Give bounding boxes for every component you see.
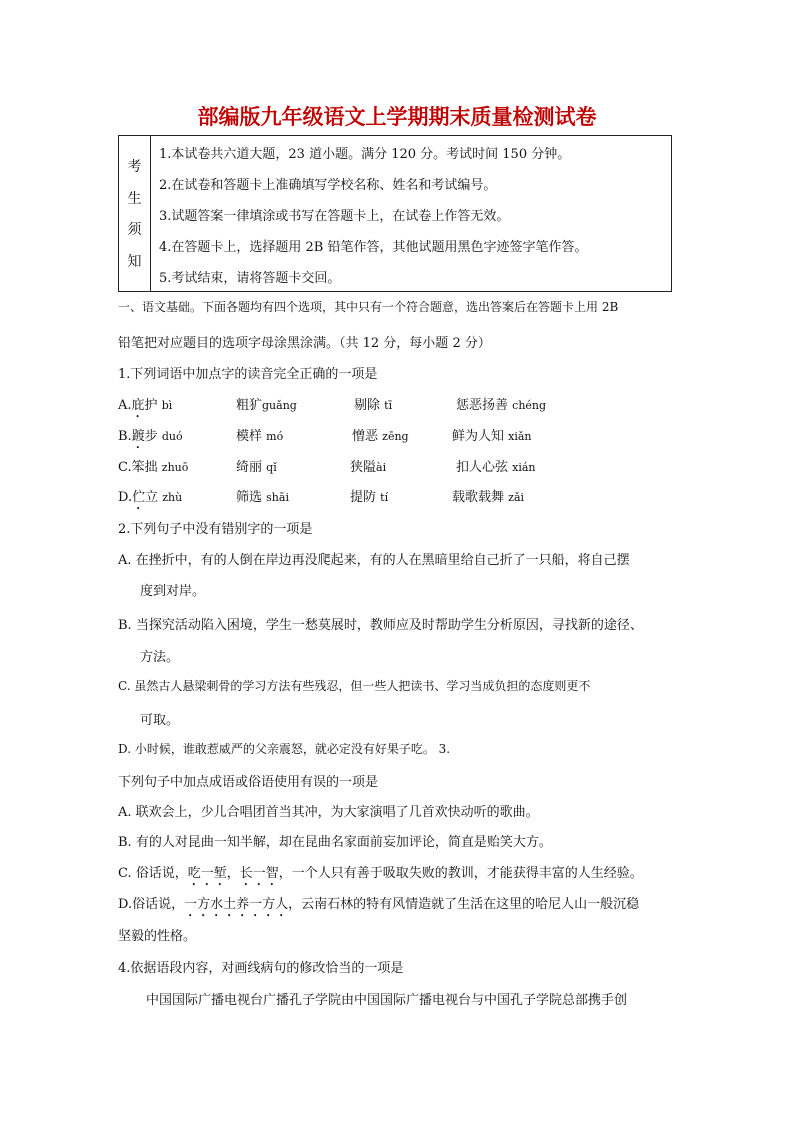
question-2-option-c-line1: C. 虽然古人悬梁刺骨的学习方法有些残忍，但一些人把读书、学习当成负担的态度则更不 bbox=[118, 679, 591, 693]
question-2-option-c-line2: 可取。 bbox=[140, 713, 180, 728]
question-2-option-a-line2: 度到对岸。 bbox=[140, 584, 206, 599]
question-2-option-a-line1: A. 在挫折中，有的人倒在岸边再没爬起来，有的人在黑暗里给自己折了一只船，将自己摆 bbox=[118, 553, 630, 568]
option-d-word-4: 载歌载舞 zǎi bbox=[452, 490, 525, 505]
question-3-option-a: A. 联欢会上，少儿合唱团首当其冲，为大家演唱了几首欢快动听的歌曲。 bbox=[118, 805, 539, 820]
notice-heading-char: 考 bbox=[127, 158, 142, 175]
option-c-word-2: 绮丽 qǐ bbox=[236, 460, 277, 475]
question-4-stem: 4.依据语段内容，对画线病句的修改恰当的一项是 bbox=[118, 961, 404, 976]
section1-instruction-line2: 铅笔把对应题目的选项字母涂黑涂满。（共 12 分，每小题 2 分） bbox=[118, 336, 491, 351]
section1-instruction-line1: 一、语文基础。下面各题均有四个选项，其中只有一个符合题意，选出答案后在答题卡上用 2B bbox=[118, 300, 619, 314]
question-2-option-b-line2: 方法。 bbox=[140, 650, 180, 665]
notice-heading-char: 生 bbox=[127, 190, 142, 207]
option-b-word-4: 鲜为人知 xiǎn bbox=[452, 429, 532, 444]
notice-list bbox=[159, 143, 588, 298]
option-d-word-2: 筛选 shāi bbox=[236, 490, 289, 505]
candidate-notice-box bbox=[118, 135, 672, 292]
notice-item: 5.考试结束，请将答题卡交回。 bbox=[159, 271, 341, 286]
dotted-phrase: 一方水土养一方人 bbox=[184, 897, 289, 912]
question-3-stem: 下列句子中加点成语或俗语使用有误的一项是 bbox=[118, 775, 379, 790]
notice-heading bbox=[119, 136, 151, 291]
option-b-word-3: 憎恶 zēng bbox=[352, 429, 409, 444]
option-a-word-1: A.庇护 bì bbox=[118, 398, 173, 413]
question-2-option-d: D. 小时候，谁敢惹威严的父亲震怒，就必定没有好果子吃。 3. bbox=[118, 742, 451, 756]
option-b-word-2: 模样 mó bbox=[236, 429, 284, 444]
option-a-word-3: 剔除 tī bbox=[354, 398, 393, 413]
question-2-stem: 2.下列句子中没有错别字的一项是 bbox=[118, 522, 313, 537]
notice-item: 4.在答题卡上，选择题用 2B 铅笔作答，其他试题用黑色字迹签字笔作答。 bbox=[159, 240, 588, 255]
notice-item: 1.本试卷共六道大题，23 道小题。满分 120 分。考试时间 150 分钟。 bbox=[159, 147, 571, 162]
question-3-option-d: D.俗话说，一方水土养一方人，云南石林的特有风情造就了生活在这里的哈尼人山一般沉稳 bbox=[118, 897, 640, 912]
notice-heading-char: 知 bbox=[127, 254, 142, 271]
dotted-phrase: 吃一堑，长一智 bbox=[187, 866, 279, 881]
question-2-option-b-line1: B. 当探究活动陷入困境，学生一愁莫展时，教师应及时帮助学生分析原因，寻找新的途径、 bbox=[118, 618, 643, 633]
option-c-word-3: 狭隘ài bbox=[350, 460, 387, 475]
question-3-option-b: B. 有的人对昆曲一知半解，却在昆曲名家面前妄加评论，简直是贻笑大方。 bbox=[118, 835, 552, 850]
question-1-stem: 1.下列词语中加点字的读音完全正确的一项是 bbox=[118, 367, 378, 382]
option-b-word-1: B.踱步 duó bbox=[118, 429, 183, 444]
notice-item: 3.试题答案一律填涂或书写在答题卡上，在试卷上作答无效。 bbox=[159, 209, 510, 224]
option-a-word-2: 粗犷guǎng bbox=[236, 398, 297, 413]
notice-heading-char: 须 bbox=[127, 222, 142, 239]
option-c-word-1: C.笨拙 zhuō bbox=[118, 460, 189, 475]
notice-item: 2.在试卷和答题卡上准确填写学校名称、姓名和考试编号。 bbox=[159, 178, 497, 193]
option-c-word-4: 扣人心弦 xián bbox=[456, 460, 536, 475]
option-d-word-1: D.伫立 zhù bbox=[118, 490, 183, 505]
option-a-word-4: 惩恶扬善 chéng bbox=[456, 398, 547, 413]
page-title: 部编版九年级语文上学期期末质量检测试卷 bbox=[197, 105, 597, 129]
question-3-option-d-line2: 坚毅的性格。 bbox=[118, 929, 197, 944]
question-4-passage: 中国国际广播电视台广播孔子学院由中国国际广播电视台与中国孔子学院总部携手创 bbox=[146, 993, 628, 1008]
option-d-word-3: 提防 tí bbox=[350, 490, 389, 505]
question-3-option-c: C. 俗话说，吃一堑，长一智，一个人只有善于吸取失败的教训，才能获得丰富的人生经验。 bbox=[118, 866, 643, 881]
